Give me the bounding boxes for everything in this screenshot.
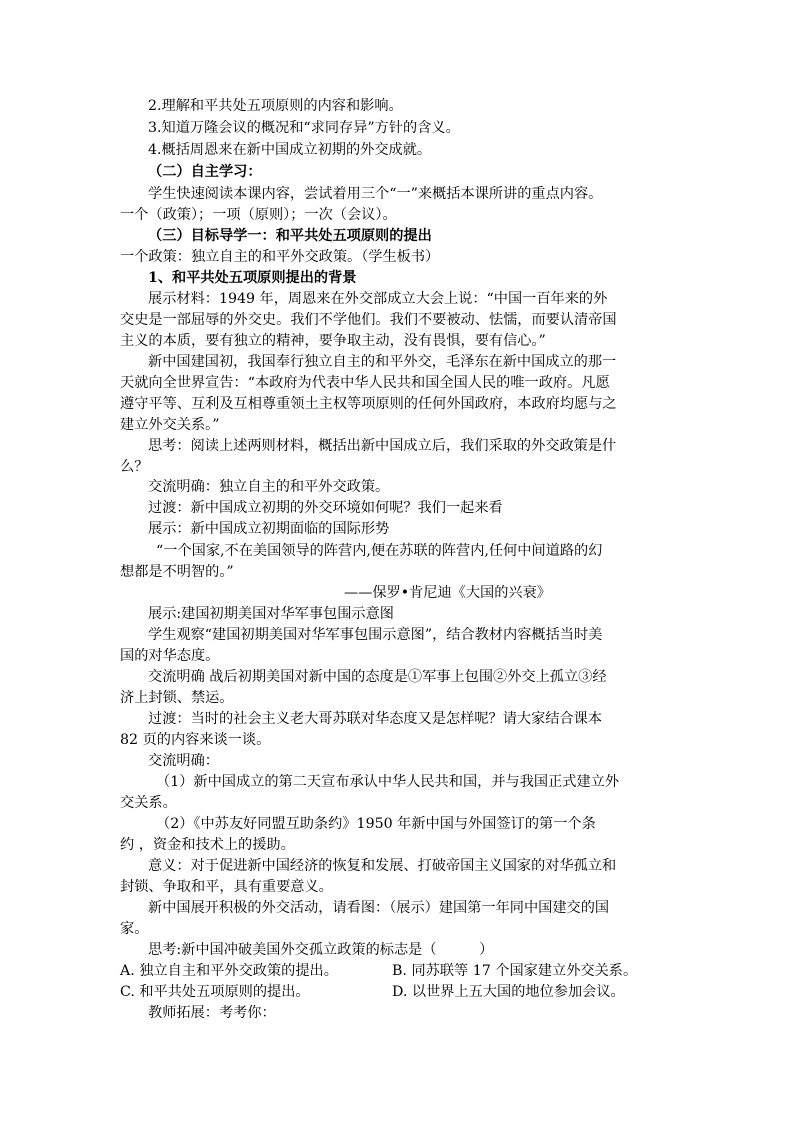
text-line: 遵守平等、互利及互相尊重领土主权等项原则的任何外国政府，本政府均愿与之 (120, 396, 617, 412)
text-line: 2.理解和平共处五项原则的内容和影响。 (148, 98, 403, 114)
text-line: 交流明确：独立自主的和平外交政策。 (148, 479, 390, 495)
text-line: 新中国建国初，我国奉行独立自主的和平外交，毛泽东在新中国成立的那一 (148, 354, 617, 370)
text-line: 建立外交关系。” (120, 417, 220, 433)
text-line: 家。 (120, 921, 149, 937)
text-line: 展示:建国初期美国对华军事包围示意图 (148, 606, 394, 622)
text-line: 交史是一部屈辱的外交史。我们不学他们。我们不要被动、怯懦，而要认清帝国 (120, 312, 617, 328)
text-line: 3.知道万隆会议的概况和“求同存异”方针的含义。 (148, 120, 460, 136)
text-line: 展示：新中国成立初期面临的国际形势 (148, 521, 390, 537)
text-line: 过渡：当时的社会主义老大哥苏联对华态度又是怎样呢？请大家结合课本 (148, 711, 603, 727)
text-line: 交流明确 战后初期美国对新中国的态度是①军事上包围②外交上孤立③经 (148, 669, 607, 685)
text-line: 意义：对于促进新中国经济的恢复和发展、打破帝国主义国家的对华孤立和 (148, 858, 617, 874)
text-line: 思考：阅读上述两则材料，概括出新中国成立后，我们采取的外交政策是什 (148, 438, 617, 454)
text-line: 新中国展开积极的外交活动，请看图：（展示）建国第一年同中国建交的国 (148, 900, 610, 916)
text-line: 学生快速阅读本课内容，尝试着用三个“一”来概括本课所讲的重点内容。 (148, 186, 603, 202)
section-heading: （三）目标导学一：和平共处五项原则的提出 (148, 228, 432, 244)
text-line: 约 ，资金和技术上的援助。 (120, 837, 295, 853)
text-line: 82 页的内容来谈一谈。 (120, 732, 271, 748)
text-line: 教师拓展：考考你： (148, 1005, 276, 1021)
text-line: 主义的本质，要有独立的精神，要争取主动，没有畏惧，要有信心。” (120, 333, 546, 349)
text-line: 展示材料：1949 年，周恩来在外交部成立大会上说：“中国一百年来的外 (148, 291, 608, 307)
text-line: 一个（政策）；一项（原则）；一次（会议）。 (120, 207, 397, 223)
text-line: （2）《中苏友好同盟互助条约》1950 年新中国与外国签订的第一个条 (156, 816, 596, 832)
text-line: 国的对华态度。 (120, 648, 220, 664)
text-line: 天就向全世界宣告：“本政府为代表中华人民共和国全国人民的唯一政府。凡愿 (120, 375, 610, 391)
text-line: 封锁、争取和平，具有重要意义。 (120, 879, 333, 895)
subsection-heading: 1、和平共处五项原则提出的背景 (148, 270, 357, 286)
text-line: 一个政策：独立自主的和平外交政策。（学生板书） (120, 249, 440, 265)
text-line: （1）新中国成立的第二天宣布承认中华人民共和国，并与我国正式建立外 (156, 774, 620, 790)
text-line: 交流明确： (148, 753, 219, 769)
text-line: 4.概括周恩来在新中国成立初期的外交成就。 (148, 142, 432, 158)
text-line: 过渡：新中国成立初期的外交环境如何呢？我们一起来看 (148, 500, 503, 516)
text-line: 济上封锁、禁运。 (120, 690, 234, 706)
option-d: D. 以世界上五大国的地位参加会议。 (392, 984, 625, 1000)
option-a: A. 独立自主和平外交政策的提出。 (120, 963, 338, 979)
option-b: B. 同苏联等 17 个国家建立外交关系。 (392, 963, 638, 979)
quote-line: 想都是不明智的。” (120, 564, 234, 580)
text-line: 交关系。 (120, 795, 177, 811)
quote-line: “一个国家,不在美国领导的阵营内,便在苏联的阵营内,任何中间道路的幻 (156, 543, 603, 559)
question-line: 思考:新中国冲破美国外交孤立政策的标志是（ ） (148, 942, 494, 958)
option-c: C. 和平共处五项原则的提出。 (120, 984, 310, 1000)
quote-source: ——保罗•肯尼迪《大国的兴衰》 (344, 585, 551, 601)
text-line: 么？ (120, 459, 149, 475)
text-line: 学生观察“建国初期美国对华军事包围示意图”，结合教材内容概括当时美 (148, 627, 603, 643)
section-heading: （二）自主学习： (148, 164, 262, 180)
